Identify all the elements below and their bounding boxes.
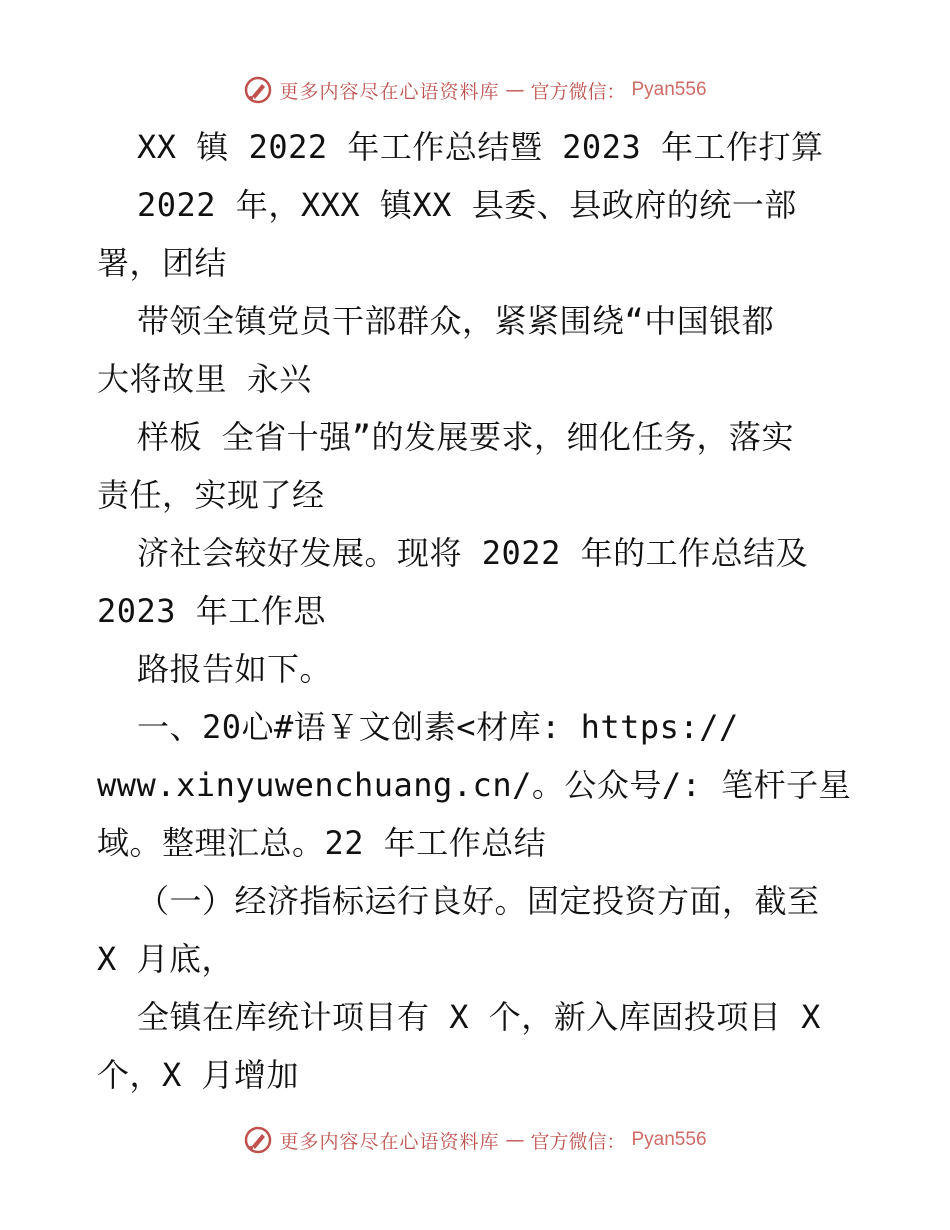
text-line: 大将故里 永兴 <box>97 360 312 398</box>
text-line: 路报告如下。 <box>137 650 333 688</box>
watermark-separator: — <box>505 1129 525 1151</box>
text-line: XX 镇 2022 年工作总结暨 2023 年工作打算 <box>137 128 824 166</box>
text-line: X 月底， <box>97 940 235 978</box>
watermark-text: 更多内容尽在心语资料库 <box>279 80 500 103</box>
text-line: 责任，实现了经 <box>97 476 325 514</box>
text-line: 2022 年，XXX 镇XX 县委、县政府的统一部 <box>137 186 797 224</box>
text-line: 济社会较好发展。现将 2022 年的工作总结及 <box>137 534 809 572</box>
watermark-wechat-id: Pyan556 <box>631 79 707 100</box>
text-line: 样板 全省十强”的发展要求，细化任务，落实 <box>137 418 795 456</box>
text-line: 全镇在库统计项目有 X 个，新入库固投项目 X <box>137 998 821 1036</box>
text-line: （一）经济指标运行良好。固定投资方面，截至 <box>137 882 820 920</box>
pen-seal-icon <box>243 75 273 105</box>
watermark-label: 官方微信： <box>530 80 626 103</box>
watermark-separator: — <box>505 79 525 101</box>
document-body <box>97 118 857 1104</box>
text-line: 一、20心#语￥文创素<材库: https:// <box>137 708 739 746</box>
watermark-label: 官方微信： <box>530 1130 626 1153</box>
text-line: 署，团结 <box>97 244 228 282</box>
text-line: www.xinyuwenchuang.cn/。公众号/: 笔杆子星 <box>97 766 852 804</box>
text-line: 2023 年工作思 <box>97 592 326 630</box>
text-line: 带领全镇党员干部群众，紧紧围绕“中国银都 <box>137 302 775 340</box>
watermark-wechat-id: Pyan556 <box>631 1129 707 1150</box>
text-line: 个，X 月增加 <box>97 1056 300 1094</box>
pen-seal-icon <box>243 1125 273 1155</box>
watermark-header <box>0 72 950 108</box>
watermark-footer <box>0 1122 950 1158</box>
watermark-text: 更多内容尽在心语资料库 <box>279 1130 500 1153</box>
text-line: 域。整理汇总。22 年工作总结 <box>97 824 547 862</box>
